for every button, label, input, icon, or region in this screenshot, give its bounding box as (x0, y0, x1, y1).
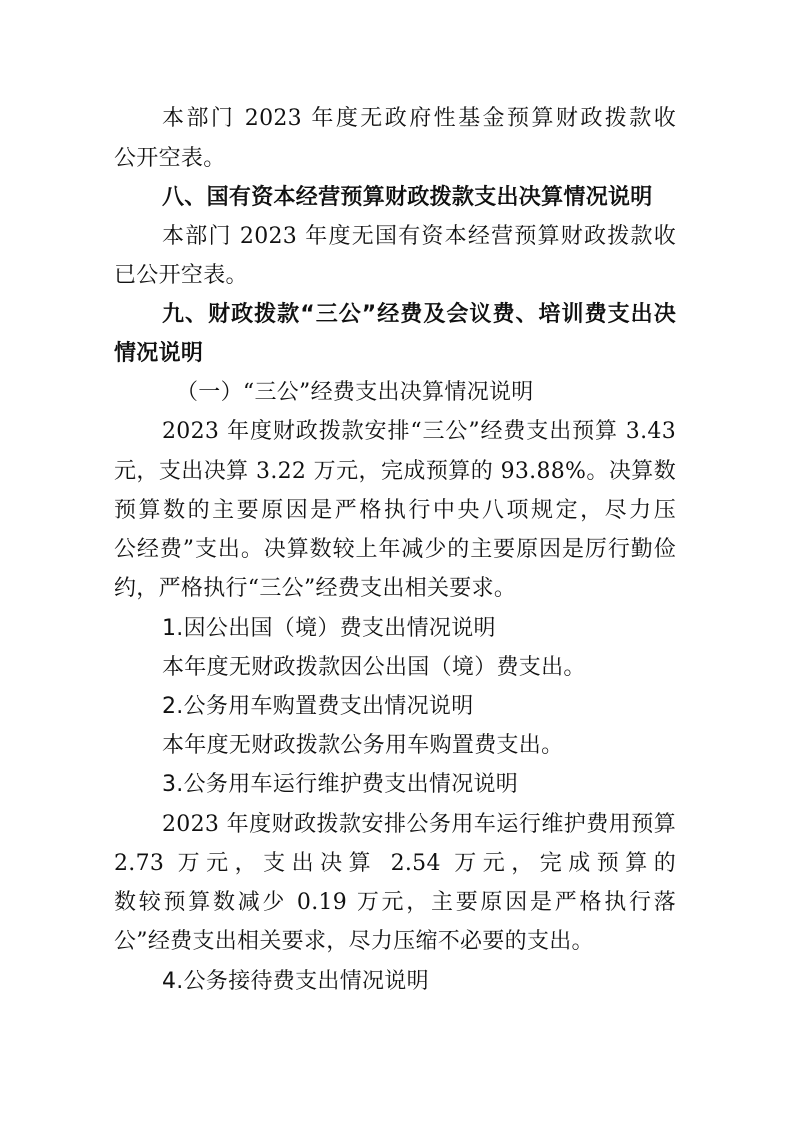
paragraph-line: 公开空表。 (114, 146, 226, 171)
paragraph-line: 数较预算数减少 0.19 万元，主要原因是严格执行落 (114, 890, 676, 915)
paragraph-line: 约，严格执行“三公”经费支出相关要求。 (114, 576, 517, 601)
paragraph-line: 元，支出决算 3.22 万元，完成预算的 93.88%。决算数 (114, 459, 676, 484)
section-heading-continued: 情况说明 (114, 341, 204, 366)
paragraph-line: 2023 年度财政拨款安排公务用车运行维护费用预算 (162, 812, 676, 837)
item-heading: 2.公务用车购置费支出情况说明 (162, 694, 474, 719)
paragraph-line: 预算数的主要原因是严格执行中央八项规定，尽力压 (114, 498, 676, 523)
paragraph-line: 已公开空表。 (114, 263, 248, 288)
item-heading: 1.因公出国（境）费支出情况说明 (162, 616, 496, 641)
item-heading: 3.公务用车运行维护费支出情况说明 (162, 772, 519, 797)
paragraph-line: 本年度无财政拨款因公出国（境）费支出。 (162, 655, 586, 680)
paragraph-line: 2023 年度财政拨款安排“三公”经费支出预算 3.43 (162, 419, 676, 444)
paragraph-line: 本部门 2023 年度无政府性基金预算财政拨款收 (162, 106, 676, 131)
paragraph-line: 本部门 2023 年度无国有资本经营预算财政拨款收 (162, 224, 676, 249)
paragraph-line: 公”经费支出相关要求，尽力压缩不必要的支出。 (114, 929, 594, 954)
paragraph-line: 2.73 万元，支出决算 2.54 万元，完成预算的 (114, 851, 676, 876)
section-heading: 八、国有资本经营预算财政拨款支出决算情况说明 (162, 185, 653, 210)
section-heading: 九、财政拨款“三公”经费及会议费、培训费支出决 (162, 302, 676, 327)
paragraph-line: 公经费”支出。决算数较上年减少的主要原因是厉行勤俭 (114, 537, 676, 562)
paragraph-line: 本年度无财政拨款公务用车购置费支出。 (162, 733, 564, 758)
item-heading: 4.公务接待费支出情况说明 (162, 969, 429, 994)
subsection-heading: （一）“三公”经费支出决算情况说明 (176, 380, 534, 405)
